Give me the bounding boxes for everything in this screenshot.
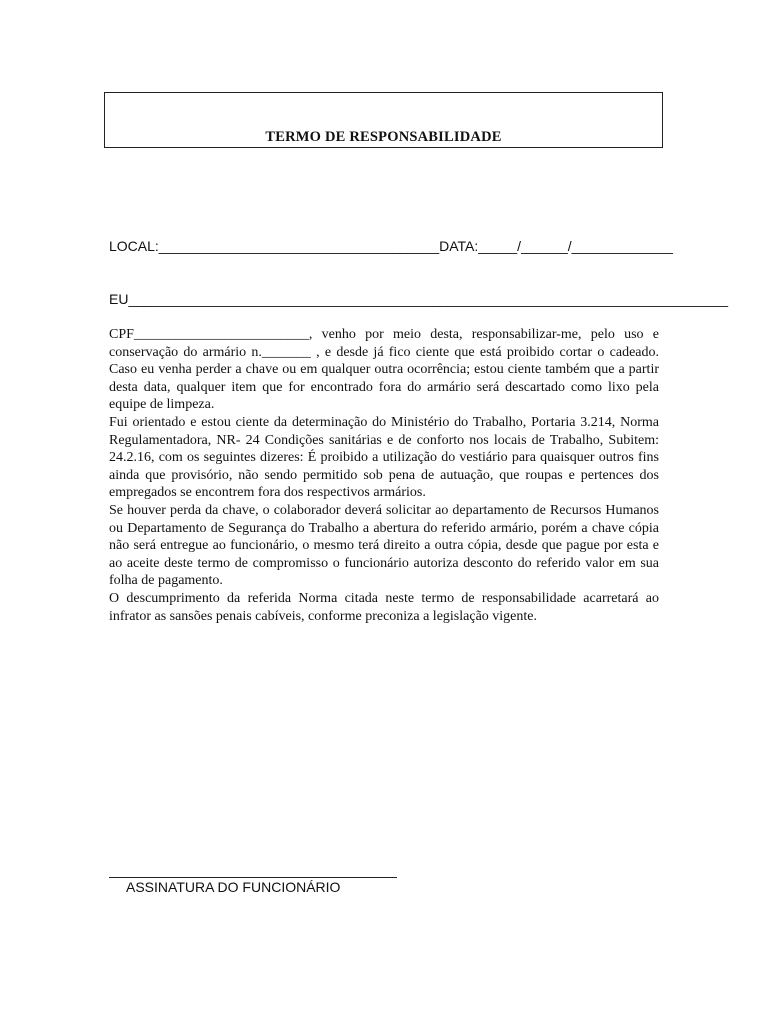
paragraph-descumprimento: O descumprimento da referida Norma citada neste termo de responsabilidade acarretará ao infrator as sansões penais cabíveis, conforme preconiza a legislação vigente.: [109, 590, 659, 624]
paragraph-norma: Fui orientado e estou ciente da determinação do Ministério do Trabalho, Portaria 3.214, Norma Regulamentadora, NR- 24 Condições sanitárias e de conforto nos locais de Trabalho, Subitem: 24.2.16, com os seguintes dizeres: É proibido a utilização do vestiário para quaisquer outros fins ainda que provisório, não sendo permitido sob pena de autuação, que roupas e pertences dos empregados se encontrem fora dos respectivos armários.: [109, 414, 659, 501]
eu-line: EU_____________________________________________________________________________: [109, 291, 728, 307]
document-title: TERMO DE RESPONSABILIDADE: [265, 129, 502, 145]
paragraph-perda-chave: Se houver perda da chave, o colaborador deverá solicitar ao departamento de Recursos Humanos ou Departamento de Segurança do Trabalho a abertura do referido armário, porém a chave cópia não será entregue ao funcionário, o mesmo terá direito a outra cópia, desde que pague por esta e ao aceite deste termo de compromisso o funcionário autoriza desconto do referido valor em sua folha de pagamento.: [109, 502, 659, 589]
signature-line: [109, 877, 397, 878]
local-date-line: LOCAL:____________________________________DATA:_____/______/_____________: [109, 238, 673, 254]
paragraph-cpf: CPF_________________________, venho por meio desta, responsabilizar-me, pelo uso e conservação do armário n._______ , e desde já fico ciente que está proibido cortar o cadeado. Caso eu venha perder a chave ou em qualquer outra ocorrência; estou ciente também que a partir desta data, qualquer item que for encontrado fora do armário será descartado como lixo pela equipe de limpeza.: [109, 327, 659, 413]
title-box: [104, 92, 663, 148]
document-body: [109, 326, 659, 625]
signature-label: ASSINATURA DO FUNCIONÁRIO: [126, 879, 341, 895]
